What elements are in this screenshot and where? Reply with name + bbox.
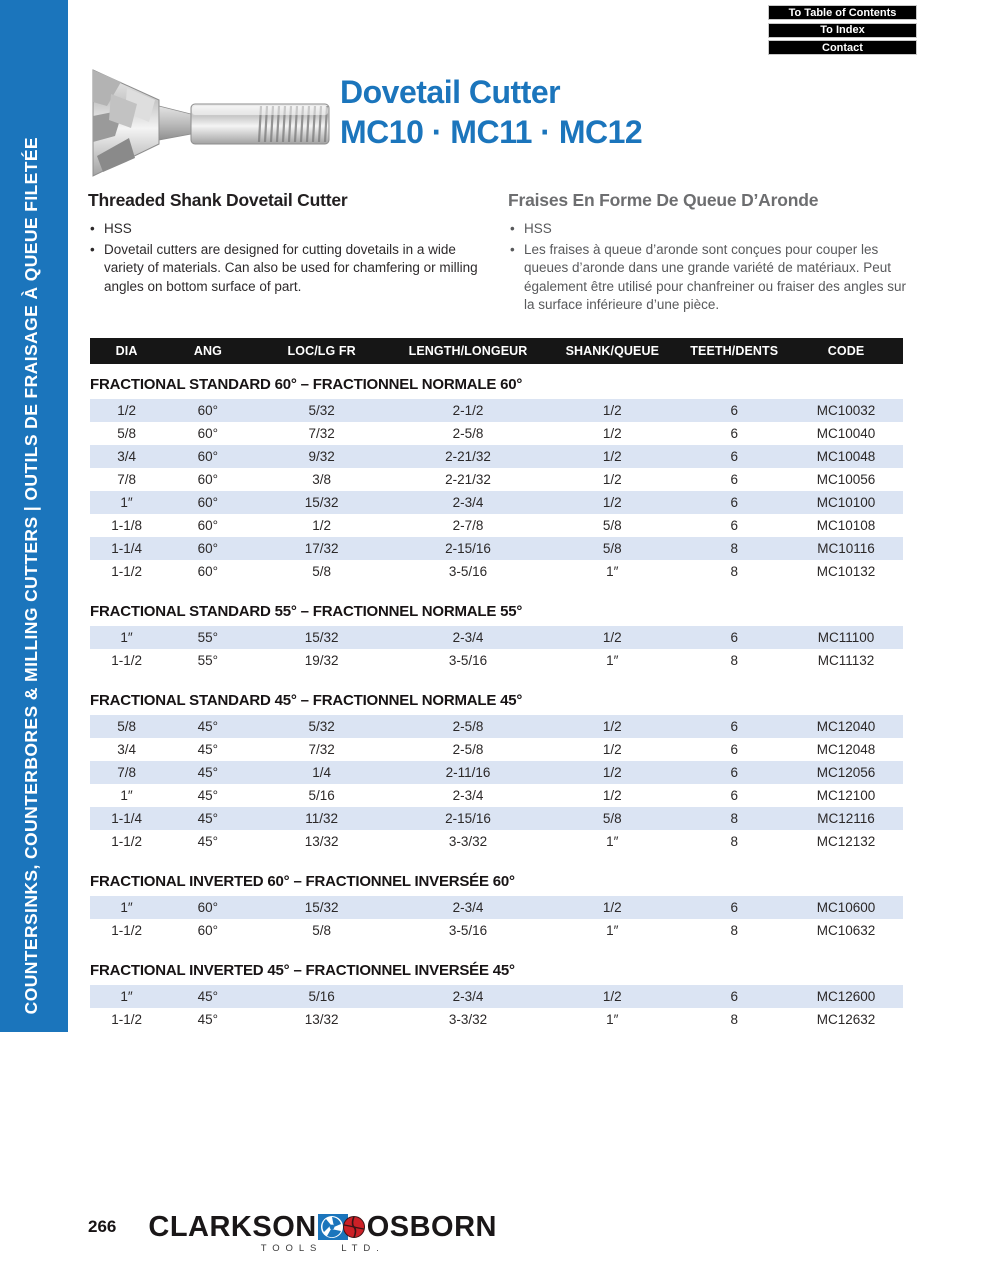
table-row [90,896,903,919]
table-cell: 45° [197,765,219,780]
table-row [90,445,903,468]
table-row [90,468,903,491]
table-cell: 45° [197,719,219,734]
sidebar-category-bar [0,0,68,1032]
table-cell: 3/4 [117,449,136,464]
table-cell: 5/8 [312,564,332,579]
intro-english [88,190,484,298]
table-cell: 2-3/4 [452,495,484,510]
table-row [90,784,903,807]
page-title [340,72,642,152]
product-photo-dovetail-cutter [85,64,335,180]
table-row [90,514,903,537]
brand-cutter-icon [318,1212,366,1242]
table-cell: 1/2 [602,989,622,1004]
table-cell: 60° [197,564,219,579]
table-cell: 2-3/4 [452,900,484,915]
table-cell: 3-5/16 [448,653,488,668]
section-title-0: FRACTIONAL STANDARD 60° – FRACTIONNEL NORMALE 60° [90,376,523,393]
table-cell: 6 [730,472,739,487]
table-cell: 1″ [120,788,133,803]
column-header-ang: ANG [193,344,222,358]
table-cell: 1/2 [602,765,622,780]
table-cell: 17/32 [304,541,339,556]
intro-english-bullet-hss: • HSS [88,220,484,239]
table-row [90,761,903,784]
intro-french-bullet-description: • Les fraises à queue d’aronde sont conçues pour couper les queues d’aronde dans une grande variété de matériaux. Peut également être utilisé pour chanfreiner ou fraiser des angles sur la surface inférieure d’une pièce. [508,241,912,315]
table-cell: 45° [197,834,219,849]
table-row [90,560,903,583]
table-cell: MC11132 [817,653,875,668]
table-cell: 1″ [606,834,619,849]
table-cell: 11/32 [305,811,339,826]
table-cell: 45° [197,989,219,1004]
table-cell: 6 [730,403,739,418]
table-cell: 1-1/2 [111,564,142,579]
table-cell: 3-5/16 [448,923,488,938]
table-cell: 5/8 [602,541,622,556]
table-cell: 15/32 [304,900,339,915]
table-cell: 2-15/16 [445,541,491,556]
table-row [90,715,903,738]
table-cell: MC10100 [816,495,876,510]
sidebar-category-label: COUNTERSINKS, COUNTERBORES & MILLING CUTTERS | OUTILS DE FRAISAGE À QUEUE FILETÉE [21,136,41,1014]
table-cell: 1″ [606,923,619,938]
table-cell: 45° [197,742,219,757]
table-cell: 6 [730,719,739,734]
table-cell: 5/8 [117,426,136,441]
table-cell: 15/32 [304,495,339,510]
table-cell: 60° [197,900,219,915]
table-cell: 8 [730,923,739,938]
table-cell: 6 [730,742,739,757]
table-cell: 1/2 [312,518,332,533]
table-cell: MC10032 [816,403,876,418]
table-cell: MC12600 [816,989,876,1004]
table-cell: 2-3/4 [452,630,484,645]
table-cell: MC12100 [816,788,876,803]
table-row [90,649,903,672]
table-cell: 8 [730,541,739,556]
intro-english-bullets [88,220,484,296]
table-cell: 5/8 [602,811,622,826]
section-title-4: FRACTIONAL INVERTED 45° – FRACTIONNEL INVERSÉE 45° [90,962,515,979]
table-cell: 1″ [606,653,619,668]
table-row [90,491,903,514]
table-cell: 5/16 [308,788,335,803]
table-cell: 1″ [606,1012,619,1027]
table-cell: MC12116 [817,811,875,826]
table-cell: 1/2 [602,630,622,645]
table-cell: 1/2 [602,449,622,464]
table-cell: 6 [730,495,739,510]
table-cell: 2-5/8 [452,719,484,734]
table-cell: 1-1/2 [111,923,142,938]
table-cell: 60° [197,495,219,510]
table-row [90,830,903,853]
page-title-line2: MC10 · MC11 · MC12 [340,114,643,150]
table-cell: 5/32 [308,403,335,418]
table-cell: 55° [197,653,219,668]
intro-english-bullet-description: • Dovetail cutters are designed for cutting dovetails in a wide variety of materials. Can also be used for chamfering or milling angles on bottom surface of part. [88,241,484,297]
table-cell: 1-1/2 [111,834,142,849]
table-cell: MC12040 [816,719,876,734]
table-cell: 1-1/8 [111,518,142,533]
table-cell: 60° [197,449,219,464]
table-cell: 8 [730,564,739,579]
intro-english-heading: Threaded Shank Dovetail Cutter [88,190,348,210]
spec-table [90,338,903,1031]
table-cell: 1/2 [602,495,622,510]
table-cell: 7/8 [117,765,136,780]
table-cell: 60° [197,472,219,487]
table-cell: MC10048 [816,449,876,464]
table-row [90,399,903,422]
table-cell: 15/32 [304,630,339,645]
table-cell: 1/2 [602,472,622,487]
table-cell: 45° [197,1012,219,1027]
table-cell: MC12632 [816,1012,876,1027]
table-cell: 7/32 [308,742,335,757]
table-cell: 6 [730,518,739,533]
table-cell: 1″ [120,495,133,510]
table-cell: 13/32 [304,1012,339,1027]
table-cell: 60° [197,923,219,938]
table-cell: 1-1/4 [111,541,142,556]
table-cell: 19/32 [304,653,339,668]
table-row [90,422,903,445]
table-cell: MC10116 [817,541,875,556]
table-cell: 8 [730,1012,739,1027]
table-row [90,985,903,1008]
table-cell: 6 [730,989,739,1004]
table-row [90,1008,903,1031]
spec-table-header [90,338,903,364]
table-cell: 1″ [120,989,133,1004]
nav-buttons [768,5,917,58]
table-cell: 2-5/8 [452,742,484,757]
table-cell: 3-5/16 [448,564,488,579]
spec-table-body [90,376,903,1031]
footer [88,1212,497,1254]
table-cell: MC11100 [817,630,875,645]
table-cell: 6 [730,426,739,441]
table-cell: 1″ [120,630,133,645]
table-cell: 2-21/32 [445,472,491,487]
table-cell: 3/8 [312,472,332,487]
table-cell: 2-3/4 [452,788,484,803]
table-cell: 1/2 [602,788,622,803]
nav-button-table-of-contents[interactable]: To Table of Contents [768,5,917,20]
table-row [90,919,903,942]
table-cell: 1/2 [602,719,622,734]
table-cell: 7/8 [117,472,136,487]
table-cell: 1″ [120,900,133,915]
table-cell: 8 [730,653,739,668]
brand-subtitle: TOOLS LTD. [260,1243,385,1254]
table-cell: 45° [197,811,219,826]
table-cell: 9/32 [308,449,335,464]
table-cell: MC10108 [816,518,876,533]
section-title-2: FRACTIONAL STANDARD 45° – FRACTIONNEL NORMALE 45° [90,692,523,709]
column-header-length-longeur: LENGTH/LONGEUR [408,344,528,358]
column-header-shank-queue: SHANK/QUEUE [565,344,660,358]
table-cell: 1/2 [117,403,136,418]
table-cell: 2-1/2 [452,403,484,418]
table-cell: 8 [730,834,739,849]
table-cell: MC12056 [816,765,876,780]
table-cell: 6 [730,630,739,645]
table-cell: 5/8 [602,518,622,533]
table-cell: 2-7/8 [452,518,484,533]
table-cell: 1/4 [312,765,332,780]
table-cell: 6 [730,788,739,803]
table-cell: 7/32 [308,426,335,441]
table-cell: 2-21/32 [445,449,491,464]
intro-french [508,190,912,317]
intro-french-bullet-hss: • HSS [508,220,912,239]
intro-french-heading: Fraises En Forme De Queue D’Aronde [508,190,819,210]
table-row [90,738,903,761]
table-row [90,537,903,560]
table-cell: 6 [730,900,739,915]
brand-logo [148,1212,497,1254]
table-cell: 60° [197,426,219,441]
table-cell: 1-1/2 [111,653,142,668]
column-header-teeth-dents: TEETH/DENTS [690,344,779,358]
table-cell: 60° [197,403,219,418]
table-row [90,626,903,649]
table-cell: 5/32 [308,719,335,734]
nav-button-index[interactable]: To Index [768,23,917,38]
column-header-code: CODE [827,344,865,358]
table-cell: 5/8 [312,923,332,938]
table-cell: 5/16 [308,989,335,1004]
table-cell: MC10040 [816,426,876,441]
table-cell: 60° [197,541,219,556]
table-cell: MC10600 [816,900,876,915]
table-cell: MC12048 [816,742,876,757]
table-cell: MC10132 [816,564,876,579]
nav-button-contact[interactable]: Contact [768,40,917,55]
table-cell: 2-15/16 [445,811,491,826]
table-cell: 1-1/2 [111,1012,142,1027]
table-cell: 6 [730,765,739,780]
brand-name-clarkson: CLARKSON [148,1211,317,1243]
table-cell: 45° [197,788,219,803]
brand-logo-row [148,1212,497,1242]
table-cell: 55° [197,630,219,645]
table-cell: 60° [197,518,219,533]
table-cell: 5/8 [117,719,136,734]
dovetail-cutter-illustration [85,64,335,180]
table-cell: 8 [730,811,739,826]
table-cell: 3-3/32 [448,834,488,849]
page-number: 266 [88,1217,117,1236]
table-cell: 13/32 [304,834,339,849]
page-title-line1: Dovetail Cutter [340,74,561,110]
intro-french-bullets [508,220,912,315]
column-header-dia: DIA [115,344,138,358]
table-cell: MC10056 [816,472,876,487]
table-row [90,807,903,830]
table-cell: 6 [730,449,739,464]
section-title-3: FRACTIONAL INVERTED 60° – FRACTIONNEL INVERSÉE 60° [90,873,515,890]
section-title-1: FRACTIONAL STANDARD 55° – FRACTIONNEL NORMALE 55° [90,603,523,620]
table-cell: 2-5/8 [452,426,484,441]
table-cell: 1″ [606,564,619,579]
table-cell: 2-3/4 [452,989,484,1004]
table-cell: 1/2 [602,426,622,441]
table-cell: 2-11/16 [445,765,491,780]
table-cell: 1-1/4 [111,811,142,826]
table-cell: MC12132 [816,834,876,849]
column-header-loc-lg-fr: LOC/LG FR [287,344,356,358]
table-cell: 3/4 [117,742,136,757]
table-cell: 3-3/32 [448,1012,488,1027]
table-cell: 1/2 [602,403,622,418]
table-cell: 1/2 [602,900,622,915]
brand-name-osborn: OSBORN [366,1211,498,1243]
table-cell: 1/2 [602,742,622,757]
table-cell: MC10632 [816,923,876,938]
